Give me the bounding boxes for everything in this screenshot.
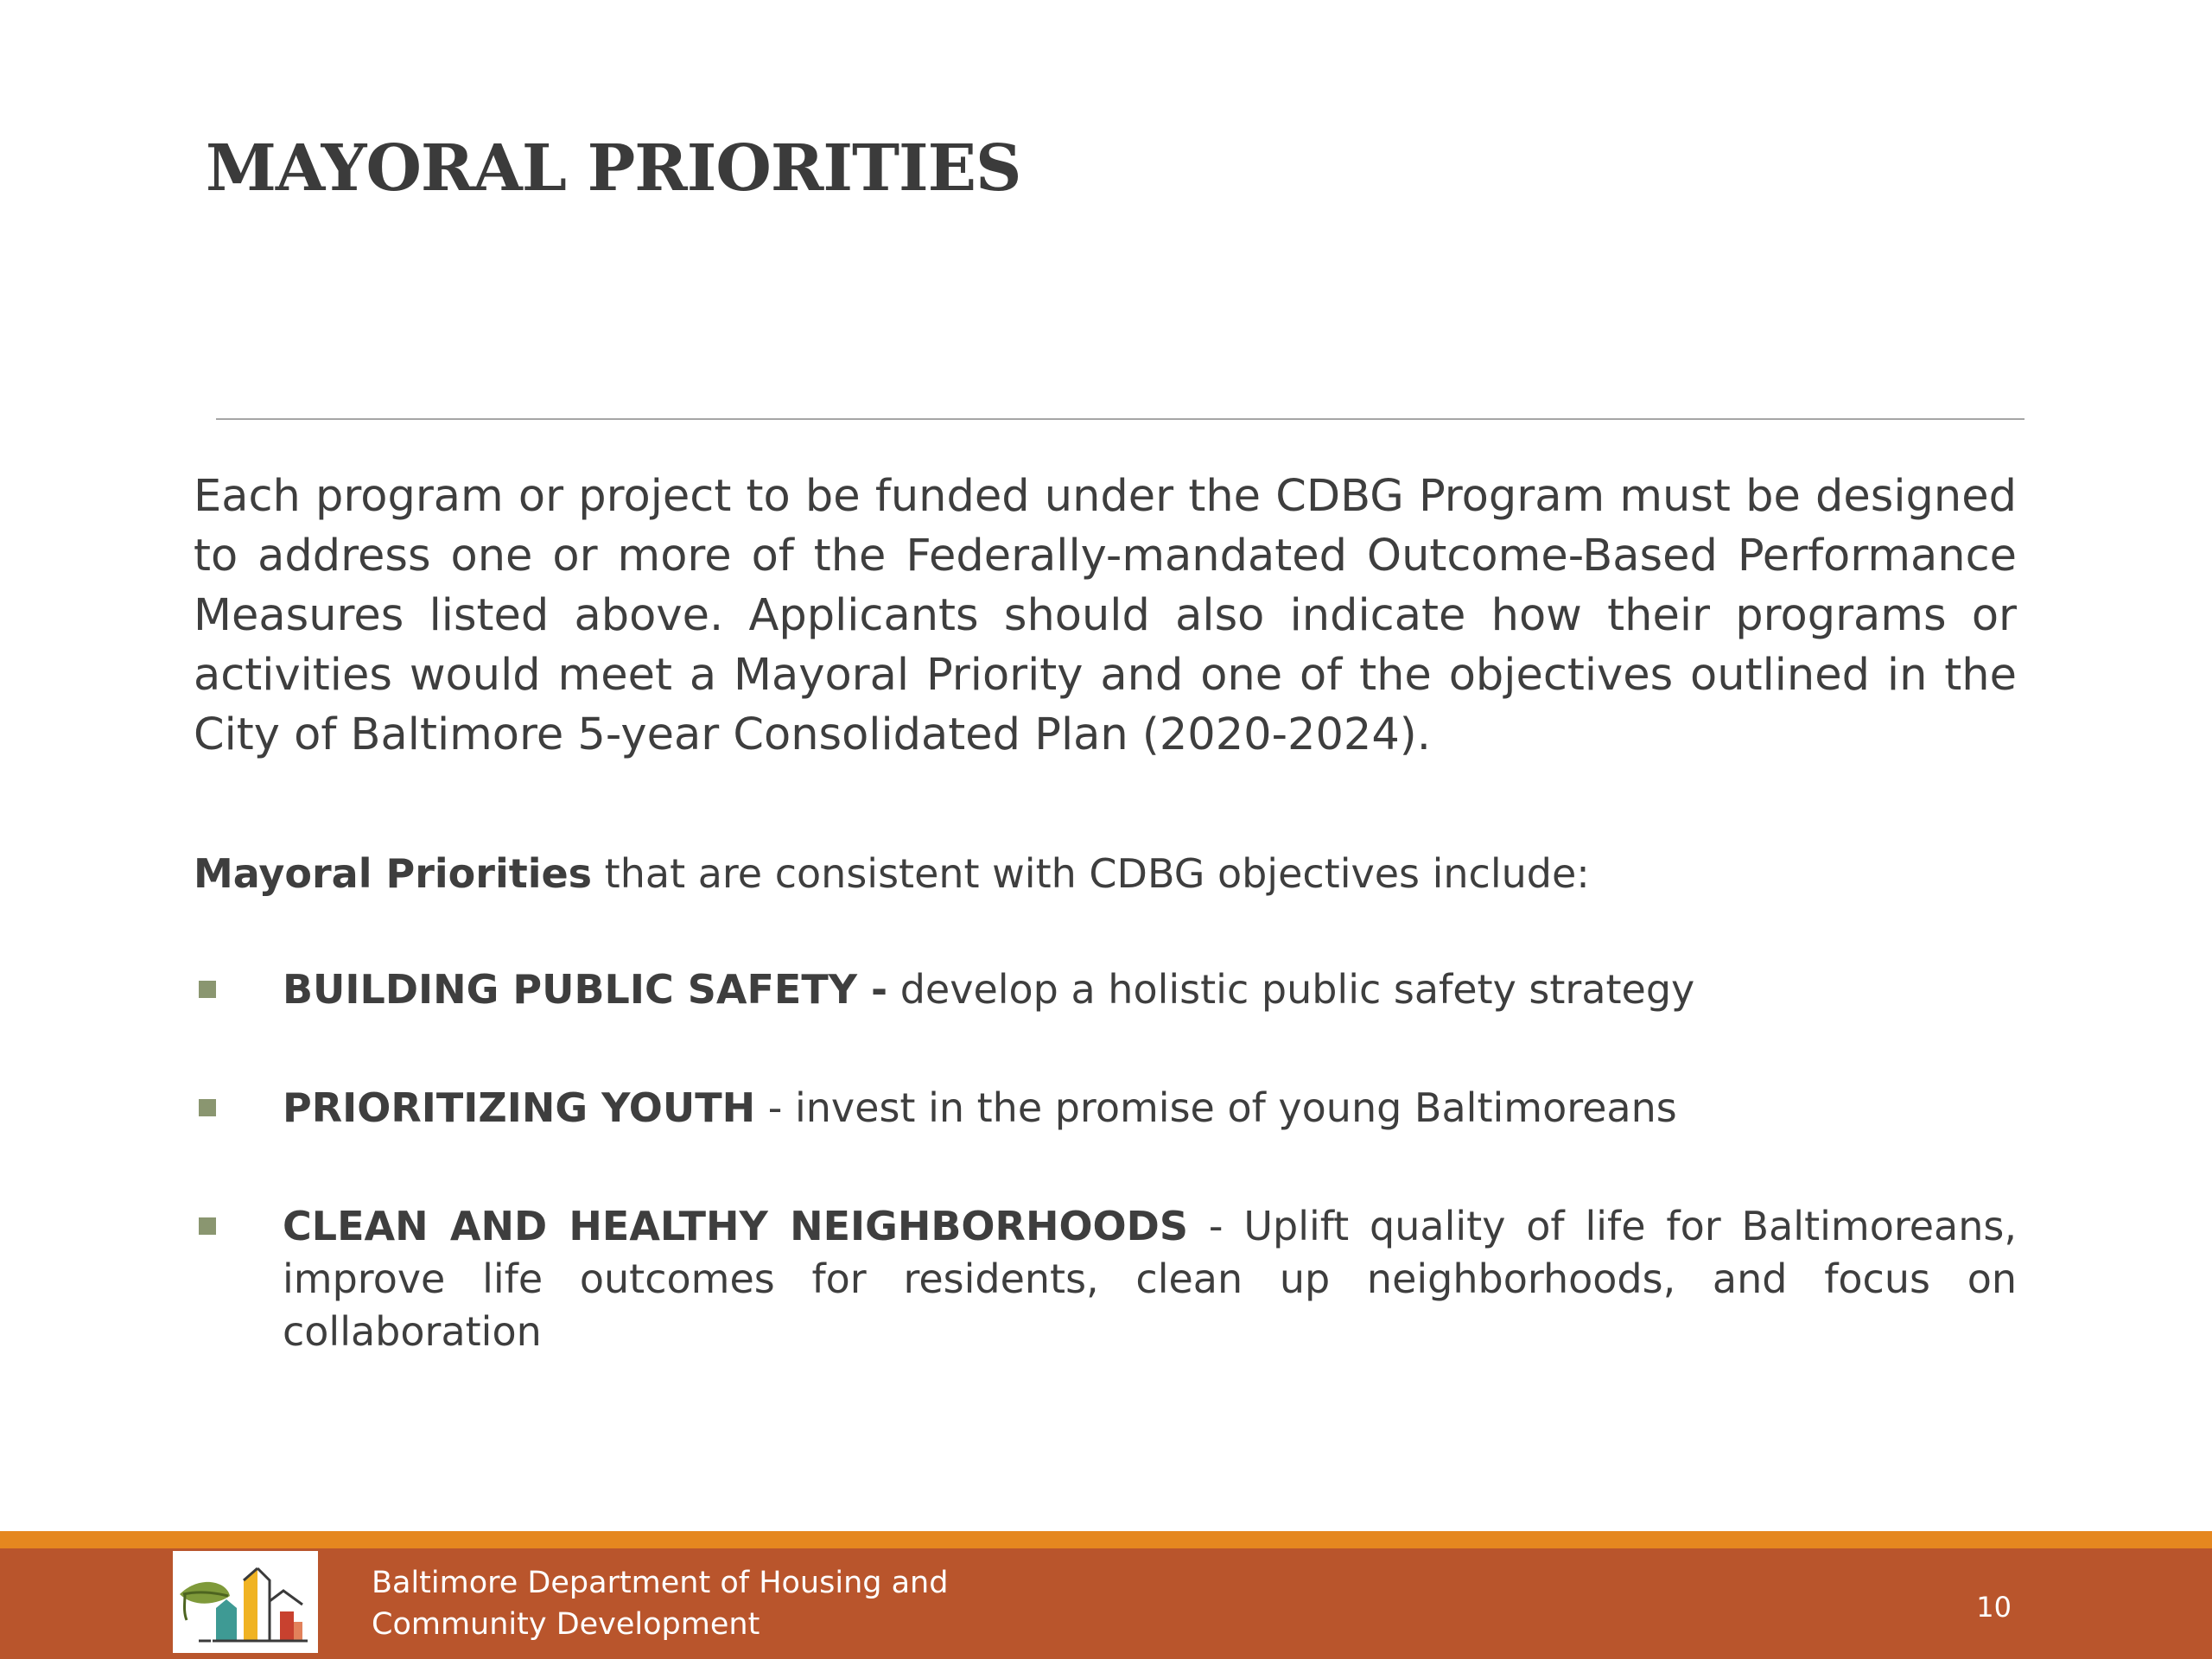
slide-body [194, 467, 2017, 1358]
priorities-lead [194, 847, 2017, 900]
priority-name: BUILDING PUBLIC SAFETY - [283, 966, 888, 1013]
square-bullet-icon [199, 1099, 216, 1116]
square-bullet-icon [199, 1217, 216, 1235]
slide-title: MAYORAL PRIORITIES [206, 131, 1021, 206]
footer-bar [0, 1548, 2212, 1659]
priority-description: develop a holistic public safety strategy [887, 966, 1695, 1013]
square-bullet-icon [199, 981, 216, 998]
priority-item-public-safety [194, 963, 2017, 1016]
priorities-lead-rest: that are consistent with CDBG objectives include: [592, 850, 1590, 897]
page-number: 10 [1976, 1591, 2012, 1624]
city-buildings-leaf-logo-icon [173, 1551, 318, 1653]
priority-name: CLEAN AND HEALTHY NEIGHBORHOODS [283, 1203, 1188, 1249]
priority-item-youth [194, 1082, 2017, 1135]
priority-list [194, 963, 2017, 1358]
intro-paragraph: Each program or project to be funded under the CDBG Program must be designed to address one or more of the Federally-mandated Outcome-Based Performance Measures listed above. Applicants should also indicate how their programs or activities would meet a Mayoral Priority and one of the objectives outlined in the City of Baltimore 5-year Consolidated Plan (2020-2024). [194, 471, 2017, 760]
priority-name: PRIORITIZING YOUTH [283, 1084, 756, 1131]
priority-item-neighborhoods [194, 1200, 2017, 1358]
priority-description: - invest in the promise of young Baltimoreans [755, 1084, 1677, 1131]
priority-description: - Uplift quality of life for Baltimoreans, improve life outcomes for residents, clean up neighborhoods, and focus on collaboration [283, 1203, 2017, 1355]
title-divider [216, 418, 2024, 420]
footer-accent-stripe [0, 1531, 2212, 1548]
footer-organization: Baltimore Department of Housing and Community Development [372, 1566, 949, 1642]
priorities-lead-bold: Mayoral Priorities [194, 850, 593, 897]
